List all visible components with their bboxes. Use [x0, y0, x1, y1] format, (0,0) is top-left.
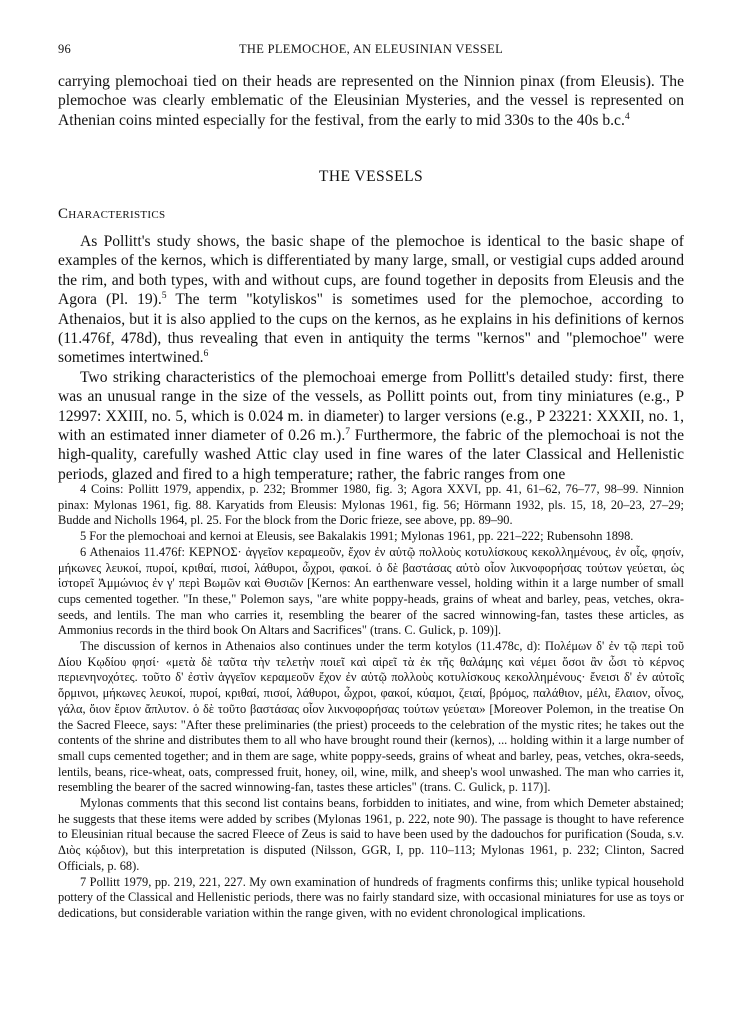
footnote-6-continued: The discussion of kernos in Athenaios also continues under the term kotylos (11.478c, d): Πολέμων δ' ἐν τῷ περὶ τοῦ Δίου Κῳδίου φησί· «μετὰ δὲ ταῦτα τὴν τελετὴν ποιεῖ καὶ αἱρεῖ τὰ ἐκ τῆς θαλάμης καὶ νέμει ὅσοι ἂν ὦσι τὸ κέρνος περιενηνοχότες. τοῦτο δ' ἐστὶν ἀγγεῖον κεραμεοῦν ἔχον ἐν αὐτῷ πολλοὺς κοτυλίσκους κεκολλημένους· ἔνεισι δ' ἐν αὐτοῖς ὅρμινοι, μήκωνες λευκοί, πυροί, κριθαί, πισοί, λάθυροι, ὦχροι, φακοί, κύαμοι, ζειαί, βρόμος, παλάθιον, μέλι, ἔλαιον, οἶνος, γάλα, ὄιον ἔριον ἄπλυτον. ὁ δὲ τοῦτο βαστάσας οἷον λικνοφορήσας τούτων γεύεται» [Moreover Polemon, in the treatise On the Sacred Fleece, says: "After these preliminaries (the priest) proceeds to the celebration of the mystic rites; he takes out the contents of the shrine and distributes them to all who have brought round their (kernos), ... holding within it a large number of small cups cemented together; and in them are sage, white poppy-seeds, grains of wheat and barley, peas, vetches, okra-seeds, lentils, beans, rice-wheat, oats, compressed fruit, honey, oil, wine, milk, and sheep's wool unwashed. The man who carries it, resembling the bearer of the sacred winnowing-fan, tastes these articles" (trans. C. Gulick, p. 117)]. [58, 639, 684, 795]
footnote-6: 6 Athenaios 11.476f: ΚΕΡΝΟΣ· ἀγγεῖον κεραμεοῦν, ἔχον ἐν αὑτῷ πολλοὺς κοτυλίσκους κεκολλημένους, ἐν οἷς, φησίν, μήκωνες λευκοί, πυροί, κριθαί, πισοί, λάθυροι, ὦχροι, φακοί. ὁ δὲ βαστάσας αὐτὸ οἷον λικνοφορήσας τούτων γεύεται, ὡς ἱστορεῖ Ἀμμώνιος ἐν γ' περὶ Βωμῶν καὶ Θυσιῶν [Kernos: An earthenware vessel, holding within it a large number of small cups cemented together. "In these," Polemon says, "are white poppy-heads, grains of wheat and barley, peas, vetches, okra-seeds, and lentils. The man who carries it, resembling the bearer of the sacred winnowing-fan, tastes these articles, as Ammonius records in the third book On Altars and Sacrifices" (trans. C. Gulick, p. 109)]. [58, 544, 684, 638]
footnote-ref-5: 5 [161, 290, 167, 302]
section-title: THE VESSELS [318, 168, 424, 185]
footnote-ref-7: 7 [345, 425, 351, 437]
footnote-ref-4: 4 [624, 110, 630, 122]
paragraph-text: Two striking characteristics of the plemochoai emerge from Pollitt's detailed study: first, there was an unusual range in the size of the vessels, as Pollitt points out, from tiny miniatures (e.g., P 12997: XXIII, no. 5, which is 0.024 m. in diameter) to larger versions (e.g., P 23221: XXXII, no. 1, with an estimated inner diameter of 0.26 m.). [58, 368, 684, 445]
footnote-7: 7 Pollitt 1979, pp. 219, 221, 227. My own examination of hundreds of fragments confirms this; unlike typical household pottery of the Classical and Hellenistic periods, there was no fairly standard size, with occasional miniatures for use as toys or dedications, but considerable variation within the range given, with no evident chronological implications. [58, 874, 684, 920]
footnote-5: 5 For the plemochoai and kernoi at Eleusis, see Bakalakis 1991; Mylonas 1961, pp. 221–222; Rubensohn 1898. [80, 529, 634, 544]
paragraph [58, 232, 684, 368]
page-number: 96 [58, 42, 72, 56]
running-title: THE PLEMOCHOE, AN ELEUSINIAN VESSEL [238, 42, 504, 56]
paragraph-text: The term "kotyliskos" is sometimes used for the plemochoe, according to Athenaios, but it is also applied to the cups on the kernos, as he explains in his definitions of kernos (11.476f, 478d), thus revealing that even in antiquity the terms "kernos" and "plemochoe" were sometimes intertwined. [58, 291, 684, 367]
subsection-title: Characteristics [58, 206, 166, 222]
paragraph [58, 368, 684, 484]
footnote-ref-6: 6 [203, 348, 209, 360]
paragraph-text: Furthermore, the fabric of the plemochoai is not the high-quality, carefully washed Attic clay used in fine wares of the later Classical and Hellenistic periods, glazed and fired to a high temperature; rather, the fabric ranges from one [58, 427, 684, 483]
running-head [58, 42, 684, 60]
footnote-4: 4 Coins: Pollitt 1979, appendix, p. 232; Brommer 1980, fig. 3; Agora XXVI, pp. 41, 61–62, 76–77, 98–99. Ninnion pinax: Mylonas 1961, fig. 88. Karyatids from Eleusis: Mylonas 1961, fig. 56; Hörmann 1932, pls. 15, 18, 20–23, 27–29; Budde and Nicholls 1964, pl. 25. For the block from the Doric frieze, see above, pp. 89–90. [58, 482, 684, 528]
footnote-6-continued: Mylonas comments that this second list contains beans, forbidden to initiates, and wine, from which Demeter abstained; he suggests that these items were added by scribes (Mylonas 1961, p. 222, note 90). The passage is thought to have reference to Eleusinian ritual because the sacred Fleece of Zeus is said to have been used by the dadouchos for purification (Souda, s.v. Διὸς κῴδιον), but this interpretation is disputed (Nilsson, GGR, I, pp. 110–113; Mylonas 1961, p. 232; Clinton, Sacred Officials, p. 68). [58, 796, 684, 873]
paragraph-text: As Pollitt's study shows, the basic shape of the plemochoe is identical to the basic shape of examples of the kernos, which is differentiated by many large, small, or vestigial cups added around the rim, and both types, with and without cups, are found together in deposits from Eleusis and the Agora (Pl. 19). [58, 233, 684, 309]
intro-text: carrying plemochoai tied on their heads are represented on the Ninnion pinax (from Eleusis). The plemochoe was clearly emblematic of the Eleusinian Mysteries, and the vessel is represented on Athenian coins minted especially for the festival, from the early to mid 330s to the 40s b.c. [58, 73, 684, 129]
intro-paragraph [58, 72, 684, 130]
footnotes [58, 482, 684, 922]
main-text [58, 232, 684, 484]
